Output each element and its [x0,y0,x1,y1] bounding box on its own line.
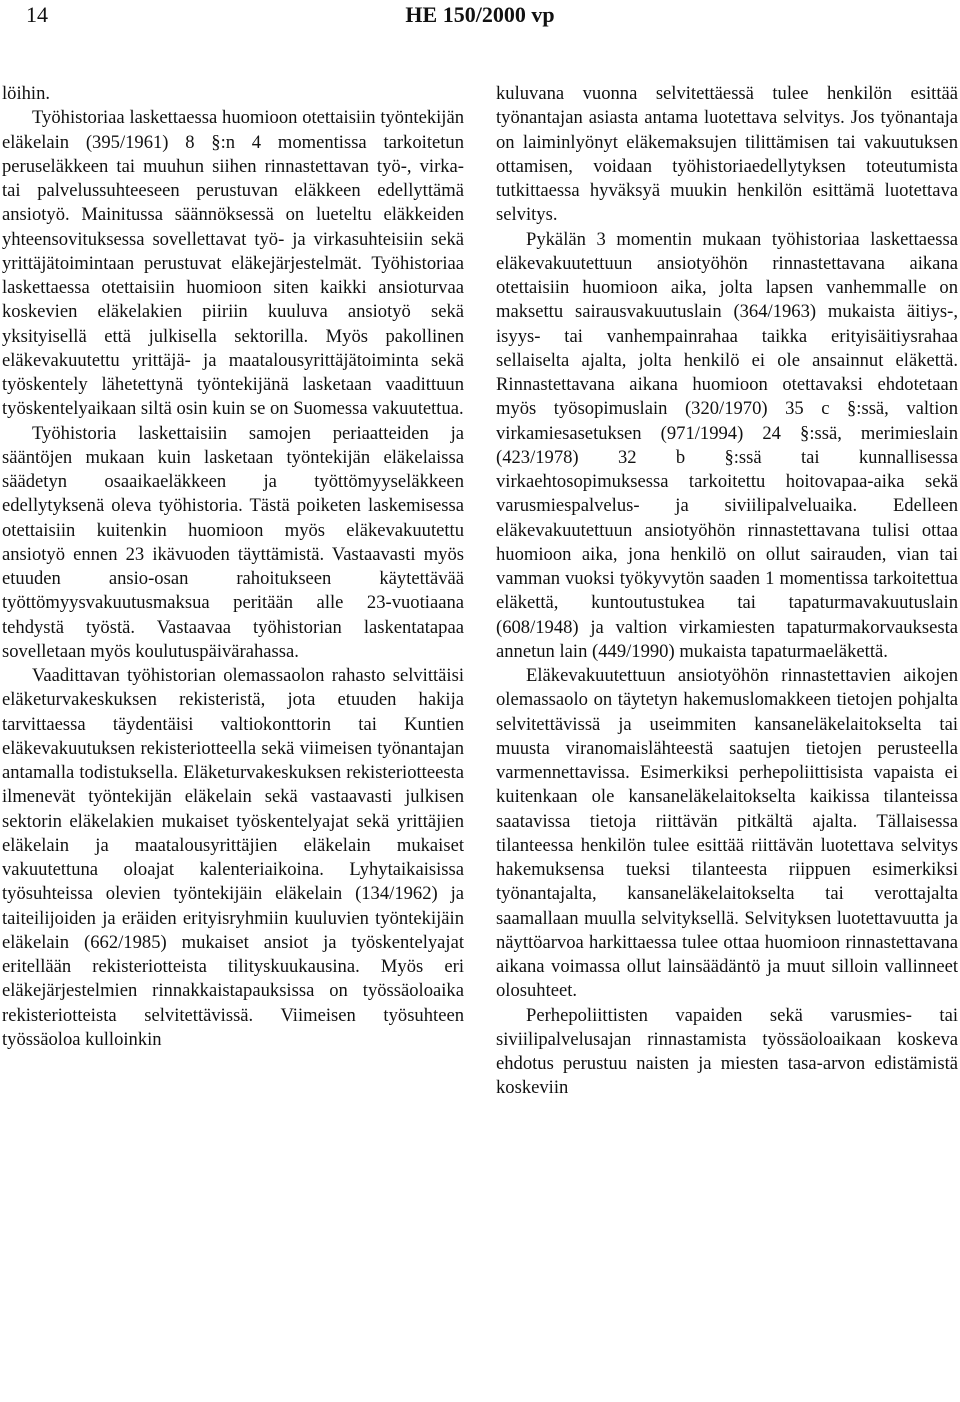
paragraph: Pykälän 3 momentin mukaan työhistoriaa laskettaessa eläkevakuutettuun ansiotyöhön rinnastettavana aikana otettaisiin huomioon aika, jolta lapsen vanhemmalle on maksettu sairausvakuutuslain (364/1963) mukaista äitiys-, isyys- tai vanhempainrahaa taikka erityisäitiysrahaa sellaiselta ajalta, jolta henkilö ei ole ansainnut eläkettä. Rinnastettavana aikana huomioon otettavaksi ehdotetaan myös työsopimuslain (320/1970) 35 c §:ssä, valtion virkamiesasetuksen (971/1994) 24 §:ssä, merimieslain (423/1978) 32 b §:ssä tai kunnallisessa virkaehtosopimuksessa tarkoitettu hoitovapaa-aika sekä varusmiespalvelus- ja siviilipalveluaika. Edelleen eläkevakuutettuun ansiotyöhön rinnastettavana tulisi ottaa huomioon aika, jona henkilö on ollut sairauden, vian tai vamman vuoksi työkyvytön saaden 1 momentissa tarkoitettua eläkettä, kuntoutustukea tai tapaturmavakuutuslain (608/1948) ja valtion virkamiesten tapaturmakorvauksesta annetun lain (449/1990) mukaista tapaturmaeläkettä. [496,228,958,662]
paragraph: Eläkevakuutettuun ansiotyöhön rinnastettavien aikojen olemassaolo on täytetyn hakemuslomakkeen tietojen pohjalta selvitettävissä ja useimmiten kansaneläkelaitokselta tai muusta viranomaislähteestä saatujen tietojen perusteella varmennettavissa. Esimerkiksi perhepoliittisista vapaista ei kuitenkaan ole kansaneläkelaitokselta kaikissa tilanteissa saatavissa tietoja riittävän pitkältä ajalta. Tällaisessa tilanteessa henkilön tulee esittää riittävän luotettava selvitys hakemuksensa tueksi tilanteesta riippuen esimerkiksi työnantajalta, kansaneläkelaitokselta tai verottajalta saamallaan muulla selvityksellä. Selvityksen luotettavuutta ja näyttöarvoa harkittaessa tulee ottaa huomioon rinnastettavana aikana voimassa ollut lainsäädäntö ja muut silloin vallinneet olosuhteet. [496,665,958,1002]
paragraph: Vaadittavan työhistorian olemassaolon rahasto selvittäisi eläketurvakeskuksen rekisteristä, jota etuuden hakija tarvittaessa täydentäisi valtiokonttorin tai Kuntien eläkevakuutuksen rekisteriotteella sekä viimeisen työnantajan antamalla todistuksella. Eläketurvakeskuksen rekisteriotteesta ilmenevät työntekijän eläkelain sekä vastaavasti julkisen sektorin eläkelakien mukaiset työskentelyajat sekä yrittäjien eläkelain ja maatalousyrittäjien eläkelain mukaiset vakuutettuna oloajat kalenteriaikoina. Lyhytaikaisissa työsuhteissa olevien työntekijäin eläkelain (134/1962) ja taiteilijoiden ja eräiden erityisryhmiin kuuluvien työntekijäin eläkelain (662/1985) mukaiset ansiot ja työskentelyajat eritellään rekisteriotteista tilityskuukausina. Myös eri eläkejärjestelmien rinnakkaistapauksissa on työssäoloaika rekisteriotteista selvitettävissä. Viimeisen työsuhteen työssäoloa kulloinkin [2,665,464,1050]
paragraph: löihin. [2,83,51,104]
paragraph: Perhepoliittisten vapaiden sekä varusmies- tai siviilipalvelusajan rinnastamista työssäoloaikaan koskeva ehdotus perustuu naisten ja miesten tasa-arvon edistämistä koskeviin [496,1004,958,1099]
paragraph: Työhistoria laskettaisiin samojen periaatteiden ja sääntöjen mukaan kuin lasketaan työntekijän eläkelaissa säädetyn osaaikaeläkkeen ja työttömyyseläkkeen edellytyksenä oleva työhistoria. Tästä poiketen laskemisessa otettaisiin kuitenkin huomioon myös eläkevakuutettu ansiotyö ennen 23 ikävuoden täyttämistä. Vastaavasti myös etuuden ansio-osan rahoitukseen käytettävää työttömyysvakuutusmaksua peritään alle 23-vuotiaana tehdystä työstä. Vastaavaa työhistorian laskentatapaa sovelletaan myös koulutuspäivärahassa. [2,422,464,662]
document-id: HE 150/2000 vp [405,2,555,27]
right-column [496,82,958,1101]
left-column [2,82,464,1052]
page-number: 14 [26,2,48,27]
paragraph: Työhistoriaa laskettaessa huomioon otettaisiin työntekijän eläkelain (395/1961) 8 §:n 4 momentissa tarkoitetun peruseläkkeen tai muuhun siihen rinnastettavan työ-, virka- tai palvelussuhteeseen perustuvan eläkkeen edellyttämä ansiotyö. Mainitussa säännöksessä on lueteltu eläkkeiden yhteensovituksessa sovellettavat työ- ja virkasuhteisiin sekä yrittäjätoimintaan perustuvat eläkejärjestelmät. Työhistoriaa laskettaessa otettaisiin huomioon siten kaikki ansioturvaa koskevien eläkelakien piiriin kuuluva ansiotyö sekä yksityisellä että julkisella sektorilla. Myös pakollinen eläkevakuutettu yrittäjä- ja maatalousyrittäjätoiminta sekä työskentely lähetettynä työntekijänä lasketaan vaadittuun työskentelyaikaan siltä osin kuin se on Suomessa vakuutettua. [2,107,464,420]
paragraph: kuluvana vuonna selvitettäessä tulee henkilön esittää työnantajan asiasta antama luotettava selvitys. Jos työnantaja on laiminlyönyt eläkemaksujen tilittämisen tai vakuutuksen ottamisen, voidaan työhistoriaedellytyksen toteutumista tutkittaessa hyväksyä muukin henkilön esittämä luotettava selvitys. [496,83,958,226]
page-header [0,0,960,40]
